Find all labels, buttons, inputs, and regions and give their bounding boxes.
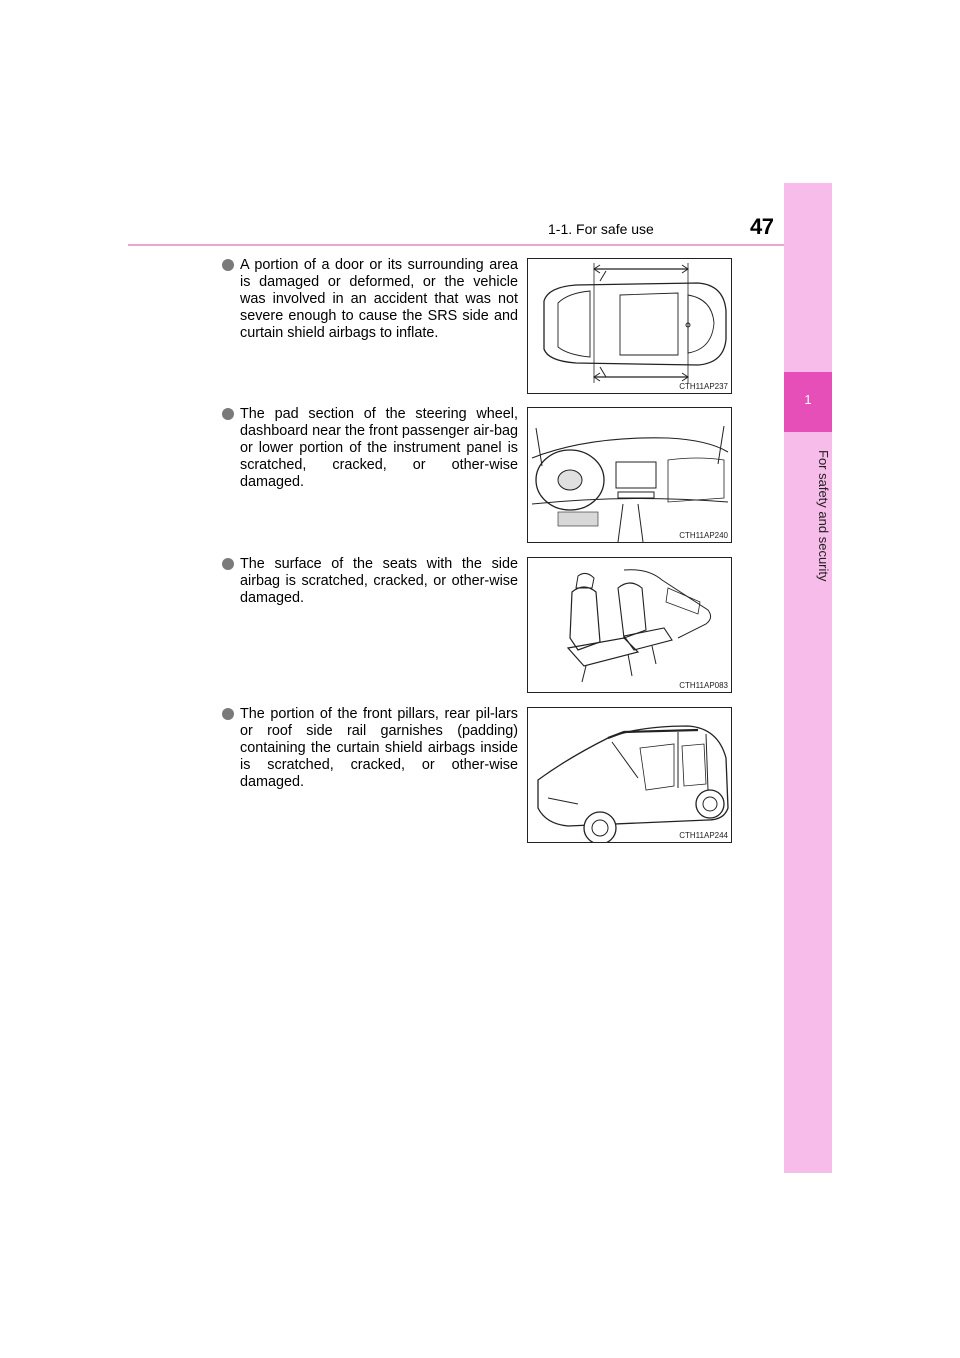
car-side-illustration	[528, 708, 732, 843]
figure-dashboard	[527, 407, 732, 543]
list-item-text: A portion of a door or its surrounding area is damaged or deformed, or the vehicle was involved in an accident that was not severe enough to cause the SRS side and curtain shield airbags to inflate.	[240, 257, 518, 341]
list-item-text: The portion of the front pillars, rear pil-lars or roof side rail garnishes (padding) containing the curtain shield airbags inside is scratched, cracked, or other-wise damaged.	[240, 706, 518, 790]
bullet-icon	[222, 408, 234, 420]
figure-code: CTH11AP244	[679, 831, 728, 840]
section-title: 1-1. For safe use	[548, 221, 654, 237]
bullet-icon	[222, 259, 234, 271]
figure-pillars	[527, 707, 732, 843]
car-top-view-illustration	[528, 259, 732, 394]
list-item-text: The surface of the seats with the side airbag is scratched, cracked, or other-wise damaged.	[240, 556, 518, 606]
header-rule	[128, 244, 832, 246]
seats-illustration	[528, 558, 732, 693]
chapter-title: For safety and security	[816, 450, 831, 582]
figure-code: CTH11AP240	[679, 531, 728, 540]
page-number: 47	[750, 214, 774, 239]
figure-code: CTH11AP237	[679, 382, 728, 391]
list-item	[222, 257, 518, 342]
figure-door-area	[527, 258, 732, 394]
figure-code: CTH11AP083	[679, 681, 728, 690]
chapter-number: 1	[804, 392, 812, 407]
bullet-icon	[222, 708, 234, 720]
list-item	[222, 556, 518, 607]
chapter-side-tab	[784, 183, 832, 1173]
figure-seats	[527, 557, 732, 693]
bullet-icon	[222, 558, 234, 570]
dashboard-illustration	[528, 408, 732, 543]
list-item	[222, 406, 518, 491]
list-item	[222, 706, 518, 791]
list-item-text: The pad section of the steering wheel, dashboard near the front passenger air-bag or lower portion of the instrument panel is scratched, cracked, or other-wise damaged.	[240, 406, 518, 490]
